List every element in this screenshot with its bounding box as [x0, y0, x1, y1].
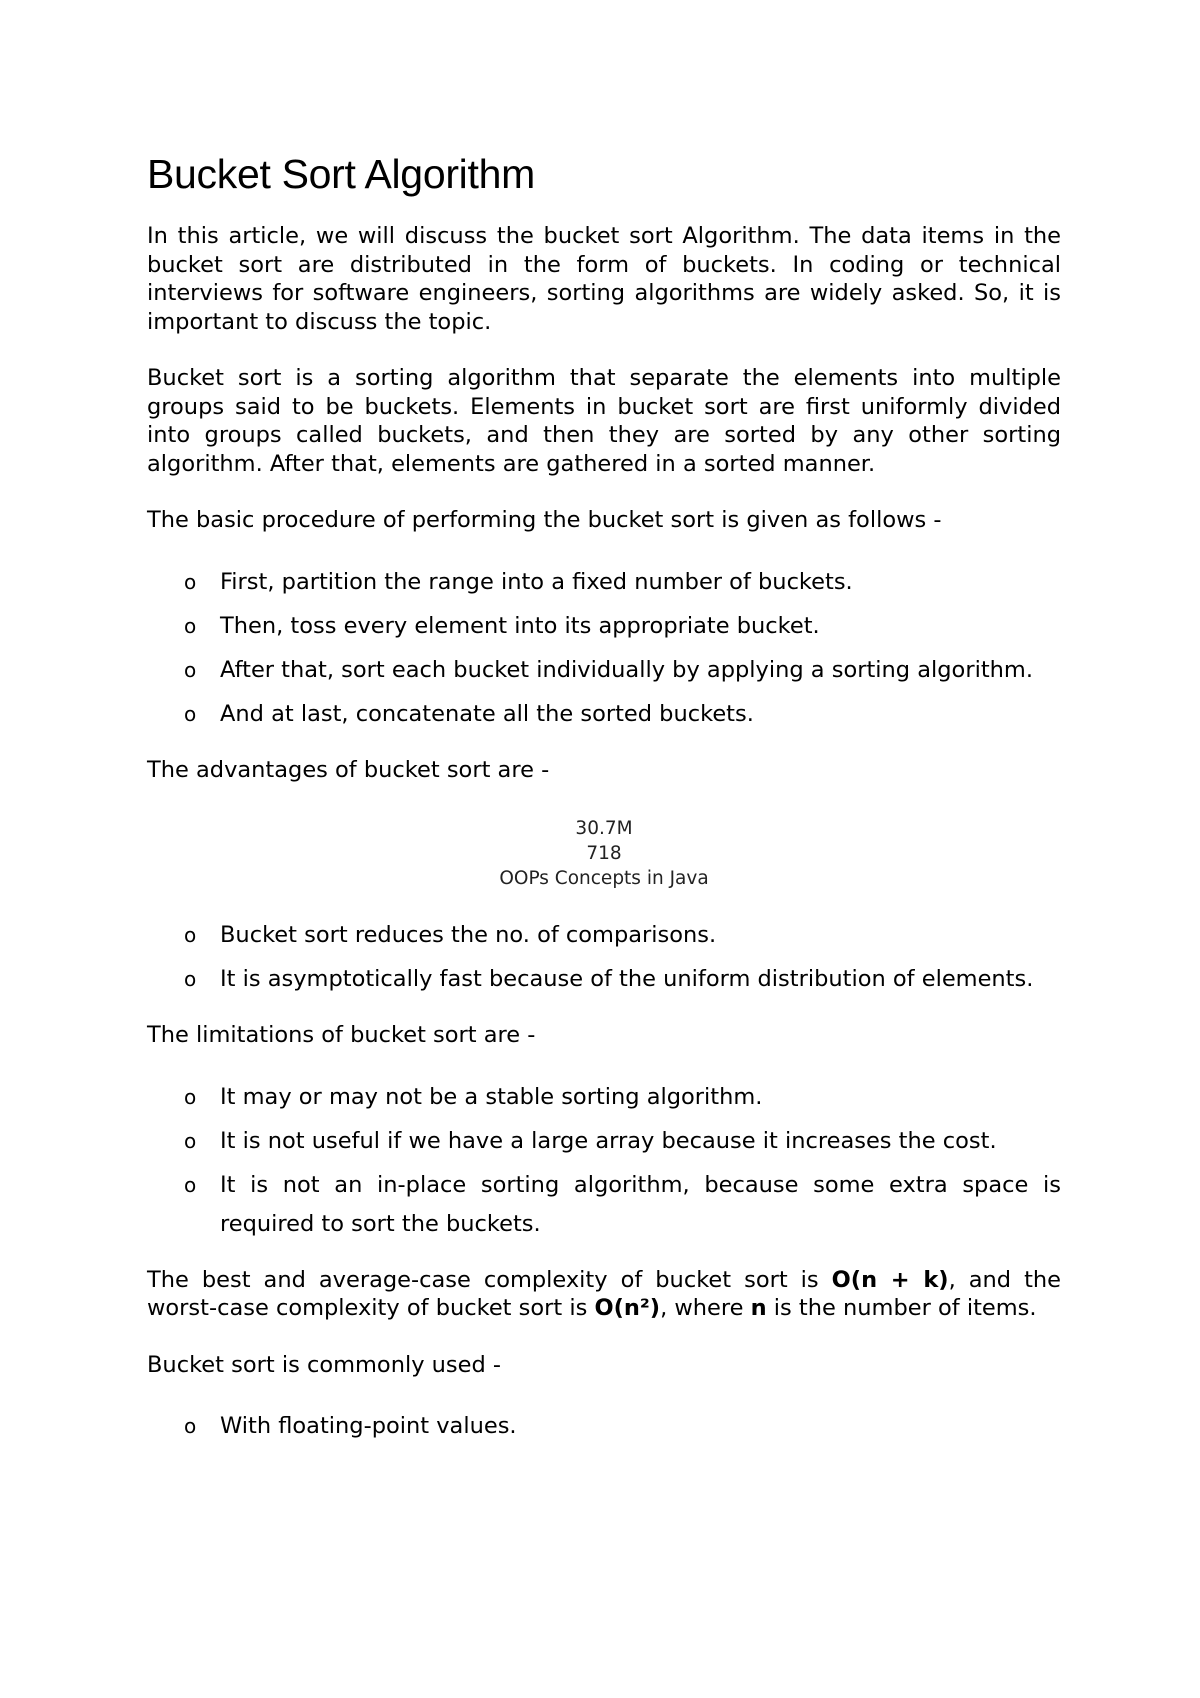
bullet-icon: o	[184, 1414, 197, 1438]
list-item: o It is not an in-place sorting algorithm, because some extra space is required to sort the buckets.	[147, 1166, 1061, 1244]
list-item: o It is not useful if we have a large array because it increases the cost.	[147, 1122, 1061, 1161]
list-item: o After that, sort each bucket individually by applying a sorting algorithm.	[147, 651, 1061, 690]
worst-case-complexity: O(n²)	[594, 1295, 661, 1321]
list-item: o Then, toss every element into its appropriate bucket.	[147, 607, 1061, 646]
definition-paragraph: Bucket sort is a sorting algorithm that separate the elements into multiple groups said to be buckets. Elements in bucket sort are first uniformly divided into groups called buckets, and then they are sorted by any other sorting algorithm. After that, elements are gathered in a sorted manner.	[147, 365, 1061, 477]
bullet-icon: o	[184, 657, 197, 682]
limitations-list	[147, 1078, 1061, 1244]
document-page	[147, 150, 1061, 1451]
complexity-paragraph: The best and average-case complexity of bucket sort is O(n + k), and the worst-case complexity of bucket sort is O(n²), where n is the number of items.	[147, 1266, 1062, 1321]
bullet-icon: o	[184, 923, 197, 947]
list-item: o And at last, concatenate all the sorted buckets.	[147, 695, 1061, 734]
bullet-icon: o	[184, 1172, 197, 1197]
bullet-icon: o	[184, 1128, 197, 1153]
advantages-list	[147, 916, 1061, 999]
advantages-heading: The advantages of bucket sort are -	[147, 756, 550, 783]
usage-heading: Bucket sort is commonly used -	[147, 1351, 502, 1378]
limitations-heading: The limitations of bucket sort are -	[147, 1022, 536, 1048]
bullet-icon: o	[184, 701, 197, 726]
list-item: o It may or may not be a stable sorting algorithm.	[147, 1078, 1061, 1117]
video-caption[interactable]: OOPs Concepts in Java	[499, 868, 709, 889]
video-likes: 718	[586, 843, 622, 864]
video-widget[interactable]	[147, 816, 1061, 891]
bullet-icon: o	[184, 1084, 197, 1109]
bullet-icon: o	[184, 967, 197, 991]
video-views: 30.7M	[575, 818, 633, 839]
best-case-complexity: O(n + k)	[831, 1266, 949, 1293]
list-item: o First, partition the range into a fixed number of buckets.	[147, 563, 1061, 602]
procedure-list	[147, 563, 1061, 734]
list-item: o With floating-point values.	[147, 1407, 1061, 1446]
bullet-icon: o	[184, 613, 197, 638]
page-title: Bucket Sort Algorithm	[147, 151, 535, 197]
bullet-icon: o	[184, 569, 197, 594]
usage-list	[147, 1407, 1061, 1446]
n-variable: n	[750, 1295, 767, 1321]
list-item: o Bucket sort reduces the no. of comparisons.	[147, 916, 1061, 955]
list-item: o It is asymptotically fast because of the uniform distribution of elements.	[147, 960, 1061, 999]
intro-paragraph: In this article, we will discuss the bucket sort Algorithm. The data items in the bucket sort are distributed in the form of buckets. In coding or technical interviews for software engineers, sorting algorithms are widely asked. So, it is important to discuss the topic.	[147, 223, 1061, 335]
procedure-heading: The basic procedure of performing the bucket sort is given as follows -	[147, 507, 942, 533]
